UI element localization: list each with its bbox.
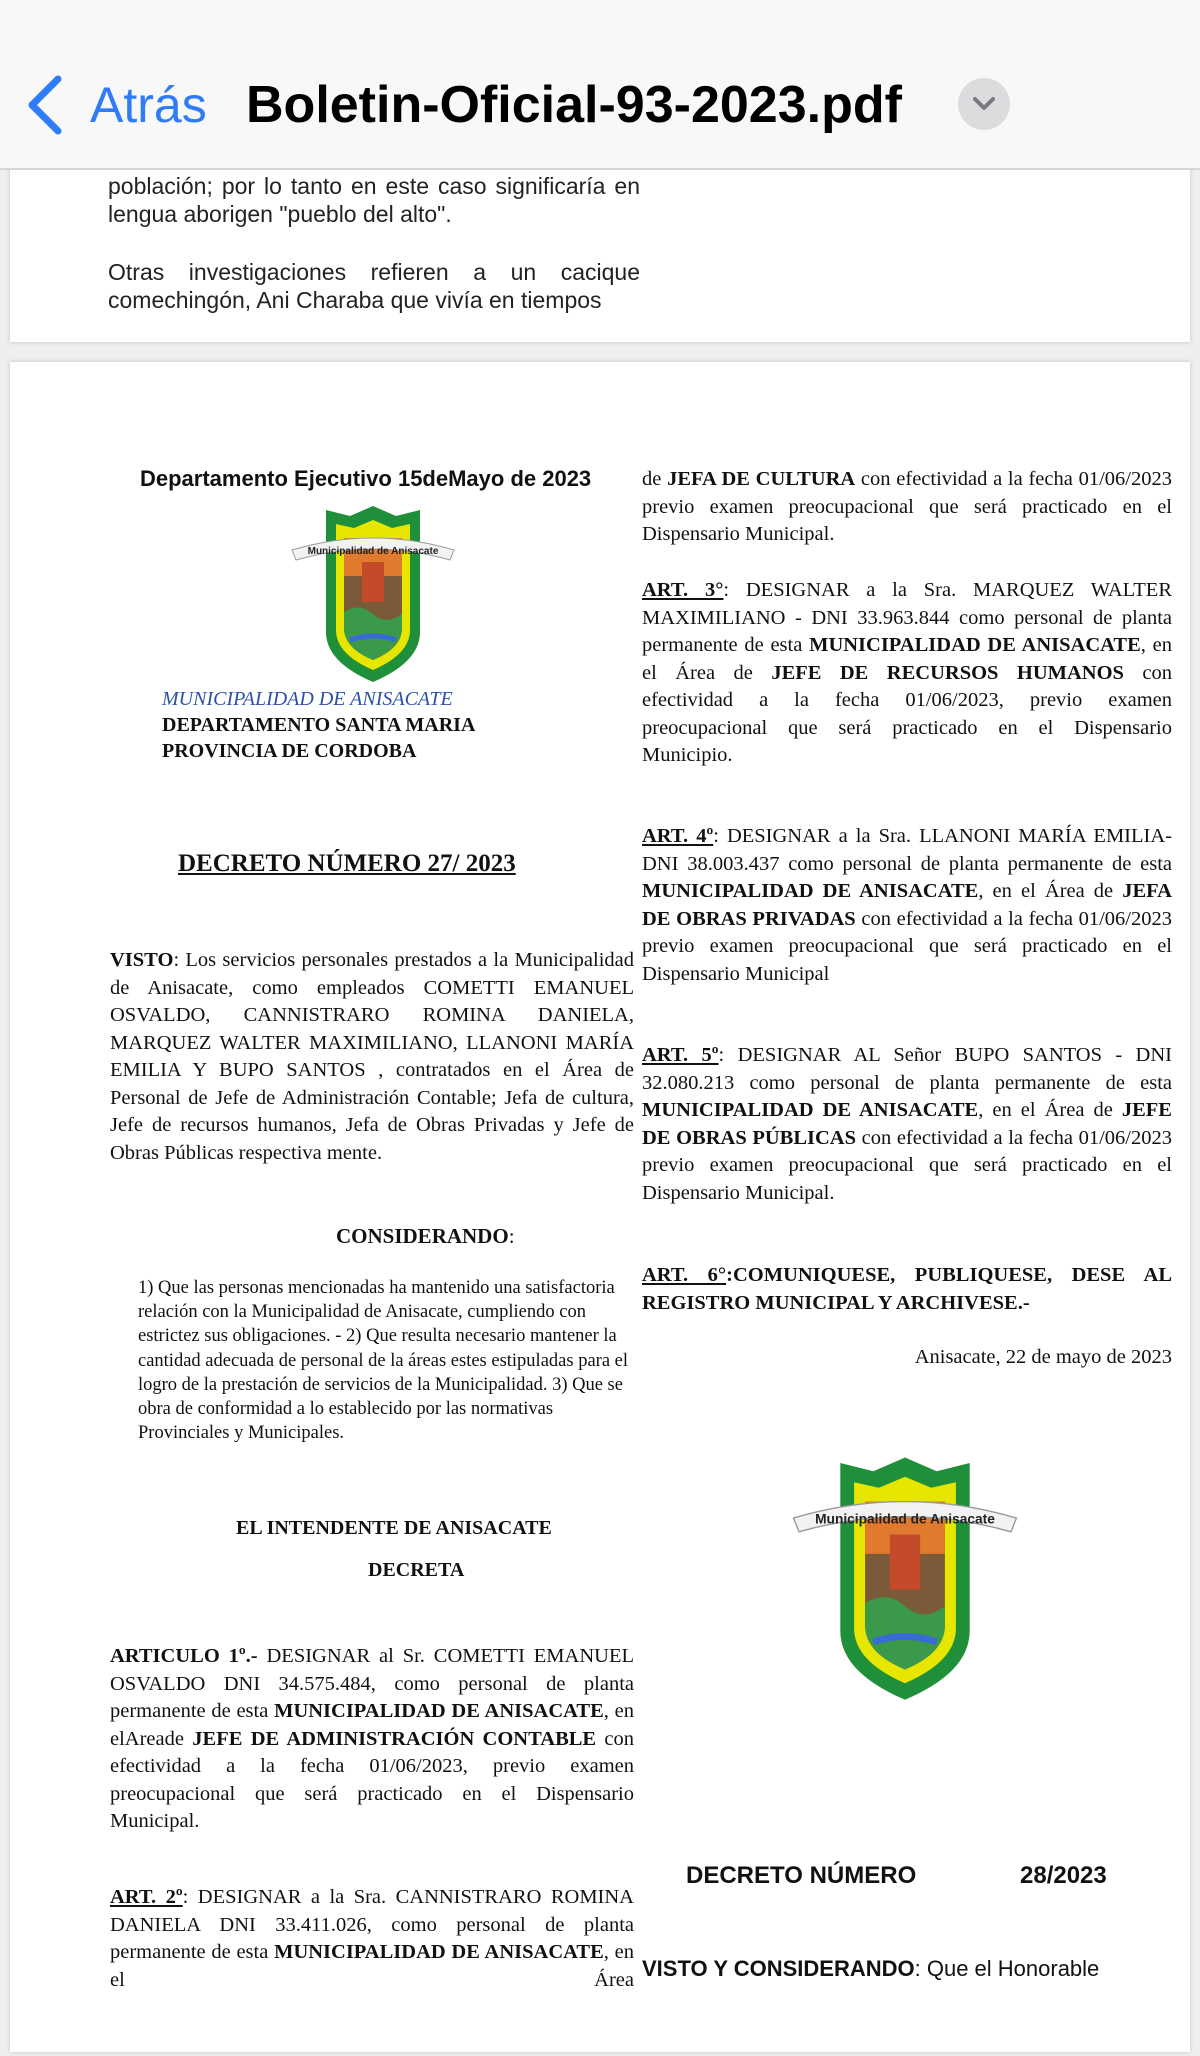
logo-text: Municipalidad de Anisacate	[307, 546, 439, 557]
page1-paragraph-2: Otras investigaciones refieren a un cacique comechingón, Ani Charaba que vivía en tiempos	[108, 259, 640, 313]
article-2	[110, 1884, 634, 1994]
considerando-text: 1) Que las personas mencionadas ha mantenido una satisfactoria relación con la Municipalidad de Anisacate, cumpliendo con estrictez sus obligaciones. - 2) Que resulta necesario mantener la cantidad adecuada de personal de la áreas estes estipuladas para el logro de la prestación de servicios de la Municipalidad. 3) Que se obra de conformidad a lo establecido por las normativas Provinciales y Municipales.	[138, 1278, 629, 1444]
navigation-bar	[0, 0, 1200, 170]
visto-considerando-paragraph	[642, 1956, 1172, 1982]
page1-paragraph-1: población; por lo tanto en este caso significaría en lengua aborigen "pueblo del alto".	[108, 173, 640, 227]
article-3-text-e: con efectividad a la fecha 01/06/2023, previo examen preocupacional que será practicado en el Dispensario Municipio.	[642, 661, 1172, 766]
article-4-text-b: MUNICIPALIDAD DE ANISACATE	[642, 880, 979, 902]
visto-paragraph	[110, 947, 634, 1167]
article-1-text-c: , en elAreade	[110, 1700, 634, 1750]
col2-text-a: de	[642, 468, 668, 490]
article-3-text-d: JEFE DE RECURSOS HUMANOS	[771, 661, 1124, 684]
article-2-text-a: : DESIGNAR a la Sra. CANNISTRARO ROMINA DANIELA DNI 33.411.026, como personal de planta permanente de esta	[110, 1886, 634, 1963]
article-3-text-a: : DESIGNAR a la Sra. MARQUEZ WALTER MAXIMILIANO - DNI 33.963.844 como personal de planta permanente de esta	[642, 579, 1172, 656]
back-label: Atrás	[90, 77, 207, 133]
municipality-name: MUNICIPALIDAD DE ANISACATE	[162, 688, 453, 710]
considerando-colon: :	[508, 1224, 515, 1248]
executive-date-heading: Departamento Ejecutivo 15deMayo de 2023	[140, 466, 592, 491]
article-5	[642, 1042, 1172, 1207]
pdf-page-current	[10, 362, 1190, 2052]
chevron-left-icon	[24, 73, 66, 137]
article-5-text-a: : DESIGNAR AL Señor BUPO SANTOS - DNI 32.080.213 como personal de planta permanente de esta	[642, 1044, 1172, 1094]
pdf-page-previous	[10, 150, 1190, 342]
visto2-text: : Que el Honorable	[914, 1956, 1100, 1981]
article-4	[642, 823, 1172, 988]
article-5-text-b: MUNICIPALIDAD DE ANISACATE	[642, 1099, 979, 1121]
article-3-label: ART. 3°	[642, 579, 724, 601]
article-5-text-c: , en el Área de	[978, 1099, 1122, 1121]
article-2-text-b: MUNICIPALIDAD DE ANISACATE	[274, 1941, 604, 1963]
visto-label: VISTO	[110, 949, 174, 971]
article-3-text-c: , en el Área de	[642, 634, 1172, 684]
signing-date: Anisacate, 22 de mayo de 2023	[914, 1346, 1172, 1368]
article-1-text-e: con efectividad a la fecha 01/06/2023, previo examen preocupacional que será practicado en el Dispensario Municipal.	[110, 1727, 634, 1832]
article-4-text-e: con efectividad a la fecha 01/06/2023 previo examen preocupacional que será practicado en el Dispensario Municipal	[642, 907, 1172, 985]
province-name: PROVINCIA DE CORDOBA	[162, 740, 417, 762]
article-6-text: :COMUNIQUESE, PUBLIQUESE, DESE AL REGISTRO MUNICIPAL Y ARCHIVESE.-	[642, 1264, 1172, 1314]
municipal-shield-logo-large	[790, 1452, 1020, 1708]
article-1-text-b: MUNICIPALIDAD DE ANISACATE	[274, 1700, 604, 1722]
considerando-heading	[336, 1224, 515, 1249]
article-2-continuation	[642, 466, 1172, 549]
article-6-label: ART. 6°	[642, 1264, 727, 1286]
decree-28-label: DECRETO NÚMERO	[686, 1862, 917, 1889]
article-5-text-e: con efectividad a la fecha 01/06/2023 previo examen preocupacional que será practicado en el Dispensario Municipal.	[642, 1126, 1172, 1204]
article-2-text-c: , en el Área	[110, 1941, 634, 1991]
article-3-text-b: MUNICIPALIDAD DE ANISACATE	[809, 634, 1141, 656]
article-5-label: ART. 5º	[642, 1044, 719, 1066]
article-4-text-c: , en el Área de	[978, 880, 1123, 902]
visto-text: : Los servicios personales prestados a la Municipalidad de Anisacate, como empleados COMETTI EMANUEL OSVALDO, CANNISTRARO ROMINA DANIELA, MARQUEZ WALTER MAXIMILIANO, LLANONI MARÍA EMILIA Y BUPO SANTOS , contratados en el Área de Personal de Jefe de Administración Contable; Jefa de cultura, Jefe de recursos humanos, Jefa de Obras Privadas y Jefe de Obras Públicas respectiva mente.	[110, 949, 634, 1164]
article-1-label: ARTICULO 1º.-	[110, 1645, 258, 1667]
municipal-shield-logo	[290, 502, 456, 688]
article-4-label: ART. 4º	[642, 825, 714, 847]
considerando-label: CONSIDERANDO	[336, 1224, 509, 1248]
decree-28-number: 28/2023	[1020, 1862, 1107, 1889]
col2-text-c: con efectividad a la fecha 01/06/2023 previo examen preocupacional que será practicado en el Dispensario Municipal.	[642, 468, 1172, 545]
article-1-text-a: DESIGNAR al Sr. COMETTI EMANUEL OSVALDO DNI 34.575.484, como personal de planta permanente de esta	[110, 1645, 634, 1722]
article-5-text-d: JEFE DE OBRAS PÚBLICAS	[642, 1099, 1172, 1149]
logo-text-large: Municipalidad de Anisacate	[815, 1511, 995, 1527]
document-title[interactable]: Boletin-Oficial-93-2023.pdf	[246, 76, 902, 134]
decreta-heading: DECRETA	[368, 1559, 465, 1581]
chevron-down-icon	[971, 95, 997, 113]
article-4-text-d: JEFA DE OBRAS PRIVADAS	[642, 880, 1172, 930]
title-menu-button[interactable]	[958, 78, 1010, 130]
article-6	[642, 1262, 1172, 1317]
intendente-heading: EL INTENDENTE DE ANISACATE	[236, 1517, 552, 1539]
back-button[interactable]	[24, 70, 207, 140]
decree-27-title: DECRETO NÚMERO 27/ 2023	[178, 850, 516, 877]
visto2-label: VISTO Y CONSIDERANDO	[642, 1956, 915, 1981]
department-name: DEPARTAMENTO SANTA MARIA	[162, 714, 476, 736]
article-1	[110, 1643, 634, 1836]
article-1-text-d: JEFE DE ADMINISTRACIÓN CONTABLE	[192, 1727, 597, 1750]
article-4-text-a: : DESIGNAR a la Sra. LLANONI MARÍA EMILIA- DNI 38.003.437 como personal de planta permanente de esta	[642, 825, 1172, 875]
article-2-label: ART. 2º	[110, 1886, 183, 1908]
article-3	[642, 577, 1172, 770]
col2-text-b: JEFA DE CULTURA	[667, 468, 856, 490]
